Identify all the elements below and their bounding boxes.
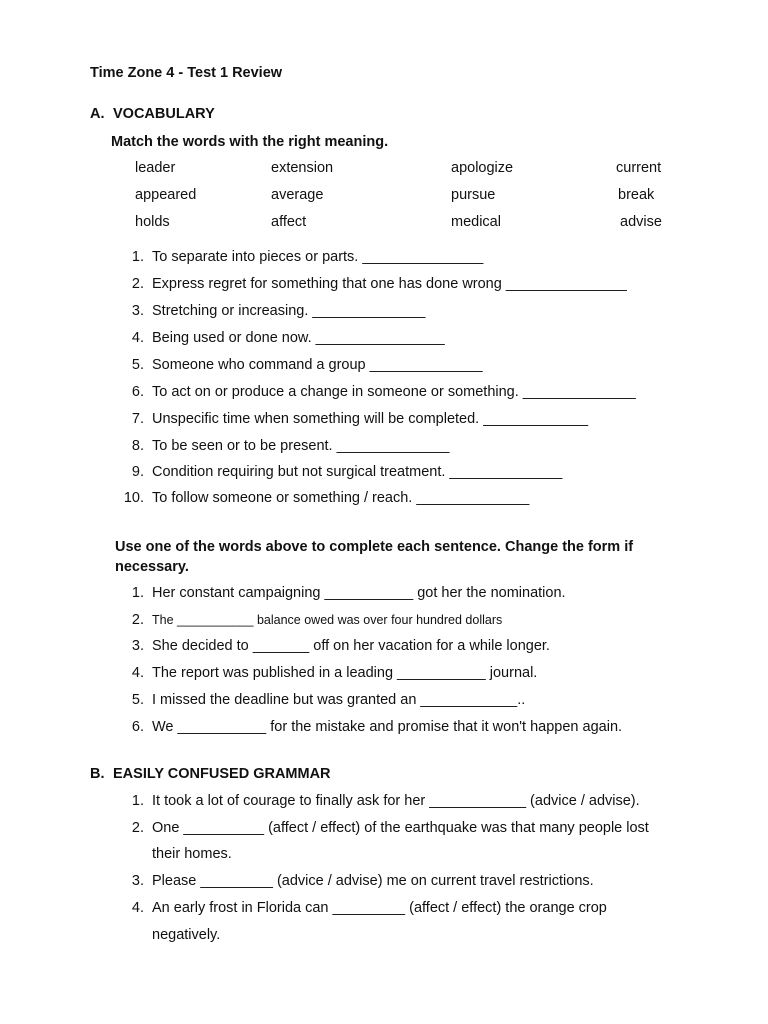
item-number: 3. bbox=[131, 638, 144, 654]
item-text: Express regret for something that one has done wrong _______________ bbox=[152, 276, 627, 292]
section-b-heading bbox=[90, 766, 331, 782]
item-text: To be seen or to be present. ______________ bbox=[152, 438, 450, 454]
word-bank-word: leader bbox=[135, 160, 176, 176]
word-bank-word: average bbox=[271, 187, 324, 203]
word-bank-word: pursue bbox=[451, 187, 496, 203]
item-text: To separate into pieces or parts. _______________ bbox=[152, 249, 484, 265]
item-number: 5. bbox=[131, 692, 144, 708]
item-text: Please _________ (advice / advise) me on current travel restrictions. bbox=[152, 873, 594, 889]
match-instruction: Match the words with the right meaning. bbox=[111, 134, 389, 150]
word-bank-word: holds bbox=[135, 214, 170, 230]
item-text: An early frost in Florida can _________ (affect / effect) the orange crop bbox=[152, 900, 607, 916]
item-number: 4. bbox=[131, 330, 144, 346]
item-text: It took a lot of courage to finally ask for her ____________ (advice / advise). bbox=[152, 793, 640, 809]
complete-instruction-line: necessary. bbox=[115, 559, 189, 575]
item-text: Unspecific time when something will be completed. _____________ bbox=[152, 411, 589, 427]
item-text: Condition requiring but not surgical treatment. ______________ bbox=[152, 464, 563, 480]
item-number: 2. bbox=[131, 820, 144, 836]
item-text: She decided to _______ off on her vacation for a while longer. bbox=[152, 638, 550, 654]
item-number: 6. bbox=[131, 384, 144, 400]
word-bank-word: apologize bbox=[451, 160, 514, 176]
word-bank-word: extension bbox=[271, 160, 334, 176]
item-text: One __________ (affect / effect) of the earthquake was that many people lost bbox=[152, 820, 649, 836]
section-b-title: EASILY CONFUSED GRAMMAR bbox=[113, 766, 331, 782]
section-b-letter: B. bbox=[90, 766, 105, 782]
word-bank-word: appeared bbox=[135, 187, 197, 203]
item-number: 5. bbox=[131, 357, 144, 373]
page-title: Time Zone 4 - Test 1 Review bbox=[90, 65, 283, 81]
item-number: 9. bbox=[131, 464, 144, 480]
item-number: 3. bbox=[131, 873, 144, 889]
item-number: 7. bbox=[131, 411, 144, 427]
item-number: 4. bbox=[131, 900, 144, 916]
item-number: 1. bbox=[131, 793, 144, 809]
item-text: negatively. bbox=[152, 927, 221, 943]
item-number: 6. bbox=[131, 719, 144, 735]
item-number: 1. bbox=[131, 249, 144, 265]
item-number: 2. bbox=[131, 276, 144, 292]
item-text: To act on or produce a change in someone or something. ______________ bbox=[152, 384, 636, 400]
complete-instruction-line: Use one of the words above to complete each sentence. Change the form if bbox=[115, 539, 634, 555]
item-text: The ___________ balance owed was over four hundred dollars bbox=[152, 613, 503, 627]
item-text: Being used or done now. ________________ bbox=[152, 330, 445, 346]
complete-instruction bbox=[115, 537, 633, 577]
word-bank-word: break bbox=[618, 187, 655, 203]
item-text: Stretching or increasing. ______________ bbox=[152, 303, 426, 319]
section-a-title: VOCABULARY bbox=[113, 106, 215, 122]
word-bank-word: affect bbox=[271, 214, 307, 230]
word-bank-word: current bbox=[616, 160, 662, 176]
item-text: To follow someone or something / reach. ______________ bbox=[152, 490, 530, 506]
item-number: 10. bbox=[123, 490, 144, 506]
word-bank-word: advise bbox=[620, 214, 662, 230]
item-number: 1. bbox=[131, 585, 144, 601]
item-number: 3. bbox=[131, 303, 144, 319]
item-text: their homes. bbox=[152, 846, 232, 862]
section-a-letter: A. bbox=[90, 106, 105, 122]
item-number: 2. bbox=[131, 612, 144, 628]
item-number: 4. bbox=[131, 665, 144, 681]
word-bank-word: medical bbox=[451, 214, 501, 230]
item-number: 8. bbox=[131, 438, 144, 454]
section-a-heading bbox=[90, 106, 215, 122]
item-text: Someone who command a group ______________ bbox=[152, 357, 483, 373]
item-text: I missed the deadline but was granted an ____________.. bbox=[152, 692, 526, 708]
item-text: Her constant campaigning ___________ got her the nomination. bbox=[152, 585, 566, 601]
item-text: The report was published in a leading ___________ journal. bbox=[152, 665, 538, 681]
item-text: We ___________ for the mistake and promise that it won't happen again. bbox=[152, 719, 623, 735]
